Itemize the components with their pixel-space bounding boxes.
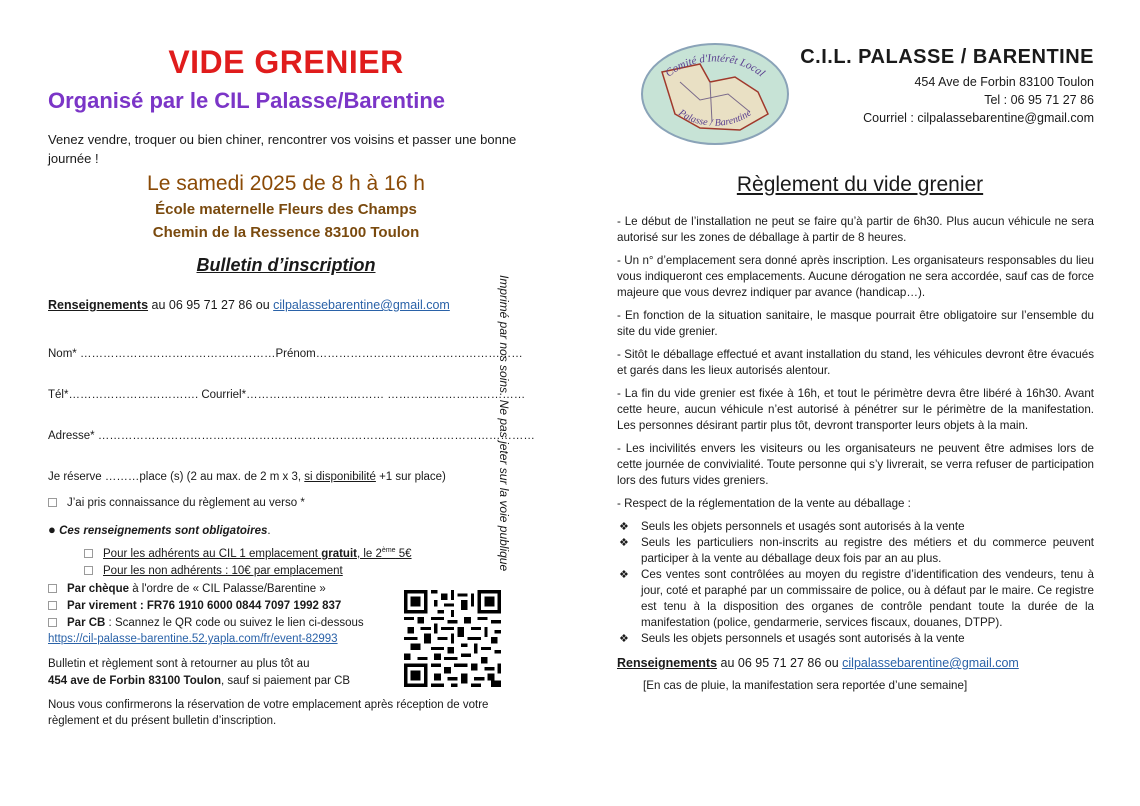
list-item: ❖ Ces ventes sont contrôlées au moyen du registre d’identification des vendeurs, tenu à jour, coté et paraphé par un commissaire de police, ou à défaut par le maire. Ce registre est tenu à la disposition des organes de contrôle pendant toute la durée de la manifestation (police, gendarmerie, services fiscaux, douanes, DTPP). <box>619 568 1094 629</box>
mandatory-text: Ces renseignements sont obligatoires <box>59 525 268 537</box>
renseignements-label: Renseignements <box>48 298 149 312</box>
renseignements-line <box>48 298 450 312</box>
virement-text: : FR76 1910 6000 0844 7097 1992 837 <box>136 600 342 612</box>
field-tel-courriel[interactable]: Tél*……………………………. Courriel*……………………………… ……………………………… <box>48 389 526 401</box>
non-adherents-text: Pour les non adhérents : 10€ par emplacement <box>103 565 343 577</box>
rule-paragraph: - Sitôt le déballage effectué et avant installation du stand, les véhicules devront être évacués et garés dans les lieux autorisés alentour. <box>617 348 1094 377</box>
non-adherents-line <box>84 565 343 577</box>
cheque-label: Par chèque <box>67 583 129 595</box>
rule-paragraph: - Un n° d’emplacement sera donné après inscription. Les organisateurs responsables du lieu vous indiqueront ces emplacements. Aucune dérogation ne sera accordée, sauf cas de force majeure que vous devrez indiquer par avance (handicap…). <box>617 254 1094 299</box>
reserve-availability: si disponibilité <box>304 471 376 483</box>
rules-block <box>617 214 1094 694</box>
reserve-text: Je réserve ………place (s) (2 au max. de 2 m x 3, <box>48 471 305 483</box>
cb-label: Par CB <box>67 617 106 629</box>
diamond-bullet-icon: ❖ <box>619 537 629 549</box>
event-date: Le samedi 2025 de 8 h à 16 h <box>147 172 425 195</box>
rule-paragraph: - Le début de l’installation ne peut se faire qu’à partir de 6h30. Plus aucun véhicule ne sera autorisé sur les zones de déballage à partir de 8 heures. <box>617 215 1094 244</box>
right-renseignements-label: Renseignements <box>617 656 718 670</box>
diamond-bullet-icon: ❖ <box>619 633 629 645</box>
cb-checkbox[interactable] <box>48 618 57 627</box>
virement-line <box>48 600 341 612</box>
return-end: , sauf si paiement par CB <box>220 675 351 687</box>
event-place-address: Chemin de la Ressence 83100 Toulon <box>152 224 420 241</box>
cheque-line <box>48 583 326 595</box>
field-adresse[interactable]: Adresse* …………………………………………………………………………………………………… <box>48 430 535 442</box>
cheque-text: à l'ordre de « CIL Palasse/Barentine » <box>129 583 326 595</box>
return-line2 <box>48 675 350 687</box>
right-renseignements-line <box>617 655 1094 671</box>
diamond-bullet-icon: ❖ <box>619 521 629 533</box>
ack-checkbox[interactable] <box>48 498 57 507</box>
payment-link[interactable]: https://cil-palasse-barentine.52.yapla.com/fr/event-82993 <box>48 633 338 645</box>
adherents-end: , le 2 <box>356 547 382 560</box>
rule-paragraph: - Les incivilités envers les visiteurs ou les organisateurs ne peuvent être admises lors de cette journée de convivialité. Toute personne qui s’y livrerait, se verra refuser de participation lors des futurs vides greniers. <box>617 442 1094 487</box>
rules-bullets <box>617 519 1094 647</box>
adherents-gratuit: gratuit <box>321 547 357 560</box>
rule-paragraph: - La fin du vide grenier est fixée à 16h, et tout le périmètre devra être libéré à 16h30. Avant cette heure, aucun véhicule n’est autorisé à pénétrer sur le périmètre de la manifestation. Les personnes désirant partir plus tôt, devront transporter leurs objets à la main. <box>617 387 1094 432</box>
logo-text-top: Comité d'Intérêt Local <box>663 52 768 80</box>
renseignements-phone: au 06 95 71 27 86 ou <box>148 298 274 312</box>
flyer-title: VIDE GRENIER <box>168 44 404 80</box>
logo-text-bottom: Palasse / Barentine <box>676 107 754 129</box>
rule-paragraph: - Respect de la réglementation de la vente au déballage : <box>617 497 911 510</box>
rules-title: Règlement du vide grenier <box>736 173 984 196</box>
field-nom-prenom[interactable]: Nom* ……………………………………………Prénom……………………………………………… <box>48 348 523 360</box>
adherents-line <box>84 547 412 560</box>
rule-paragraph: - En fonction de la situation sanitaire, le masque pourrait être obligatoire sur l’ensemble du site du vide grenier. <box>617 309 1094 338</box>
diamond-bullet-icon: ❖ <box>619 569 629 581</box>
virement-label: Par virement <box>67 600 137 612</box>
confirm-text: Nous vous confirmerons la réservation de votre emplacement après réception de votre règlement et du présent bulletin d’inscription. <box>48 699 489 727</box>
cheque-checkbox[interactable] <box>48 584 57 593</box>
qr-code-icon <box>404 590 501 687</box>
ack-text: J’ai pris connaissance du règlement au verso * <box>67 497 305 509</box>
event-place-name: École maternelle Fleurs des Champs <box>155 201 417 218</box>
org-address: 454 Ave de Forbin 83100 Toulon <box>914 75 1094 89</box>
non-adherents-checkbox[interactable] <box>84 566 93 575</box>
org-name: C.I.L. PALASSE / BARENTINE <box>800 46 1094 68</box>
org-tel: Tel : 06 95 71 27 86 <box>984 93 1094 107</box>
adherents-sup: ème <box>381 547 396 554</box>
payment-qr-code[interactable] <box>404 590 501 687</box>
adherents-text: Pour les adhérents au CIL 1 emplacement <box>103 547 322 560</box>
reserve-end: +1 sur place) <box>375 471 446 483</box>
list-item: ❖ Seuls les objets personnels et usagés sont autorisés à la vente <box>619 632 965 645</box>
reserve-line <box>48 471 446 483</box>
mandatory-line: ● Ces renseignements sont obligatoires. <box>48 522 271 537</box>
bulletin-title: Bulletin d’inscription <box>196 255 376 275</box>
right-renseignements-email-link[interactable]: cilpalassebarentine@gmail.com <box>842 656 1019 670</box>
cb-line <box>48 617 364 629</box>
return-address: 454 ave de Forbin 83100 Toulon <box>48 675 221 687</box>
renseignements-email-link[interactable]: cilpalassebarentine@gmail.com <box>273 298 450 312</box>
bullet-dot-icon: ● <box>48 522 56 537</box>
right-renseignements-phone: au 06 95 71 27 86 ou <box>717 656 843 670</box>
return-line1: Bulletin et règlement sont à retourner au plus tôt au <box>48 658 310 670</box>
list-item: ❖ Seuls les objets personnels et usagés sont autorisés à la vente <box>619 520 965 533</box>
vertical-note: Imprimé par nos soins. Ne pas jeter sur la voie publique <box>497 275 511 572</box>
rain-note: [En cas de pluie, la manifestation sera reportée d’une semaine] <box>643 679 968 692</box>
virement-checkbox[interactable] <box>48 601 57 610</box>
cb-text: : Scannez le QR code ou suivez le lien ci-dessous <box>105 617 364 629</box>
ack-line <box>48 497 305 509</box>
list-item: ❖ Seuls les particuliers non-inscrits au registre des métiers et du commerce peuvent participer à la vente au déballage deux fois par an au plus. <box>619 536 1094 565</box>
org-email: Courriel : cilpalassebarentine@gmail.com <box>863 111 1094 125</box>
intro-text: Venez vendre, troquer ou bien chiner, rencontrer vos voisins et passer une bonne journée ! <box>48 132 517 166</box>
adherents-price: 5€ <box>395 547 412 560</box>
adherents-checkbox[interactable] <box>84 549 93 558</box>
flyer-subtitle: Organisé par le CIL Palasse/Barentine <box>48 88 445 113</box>
